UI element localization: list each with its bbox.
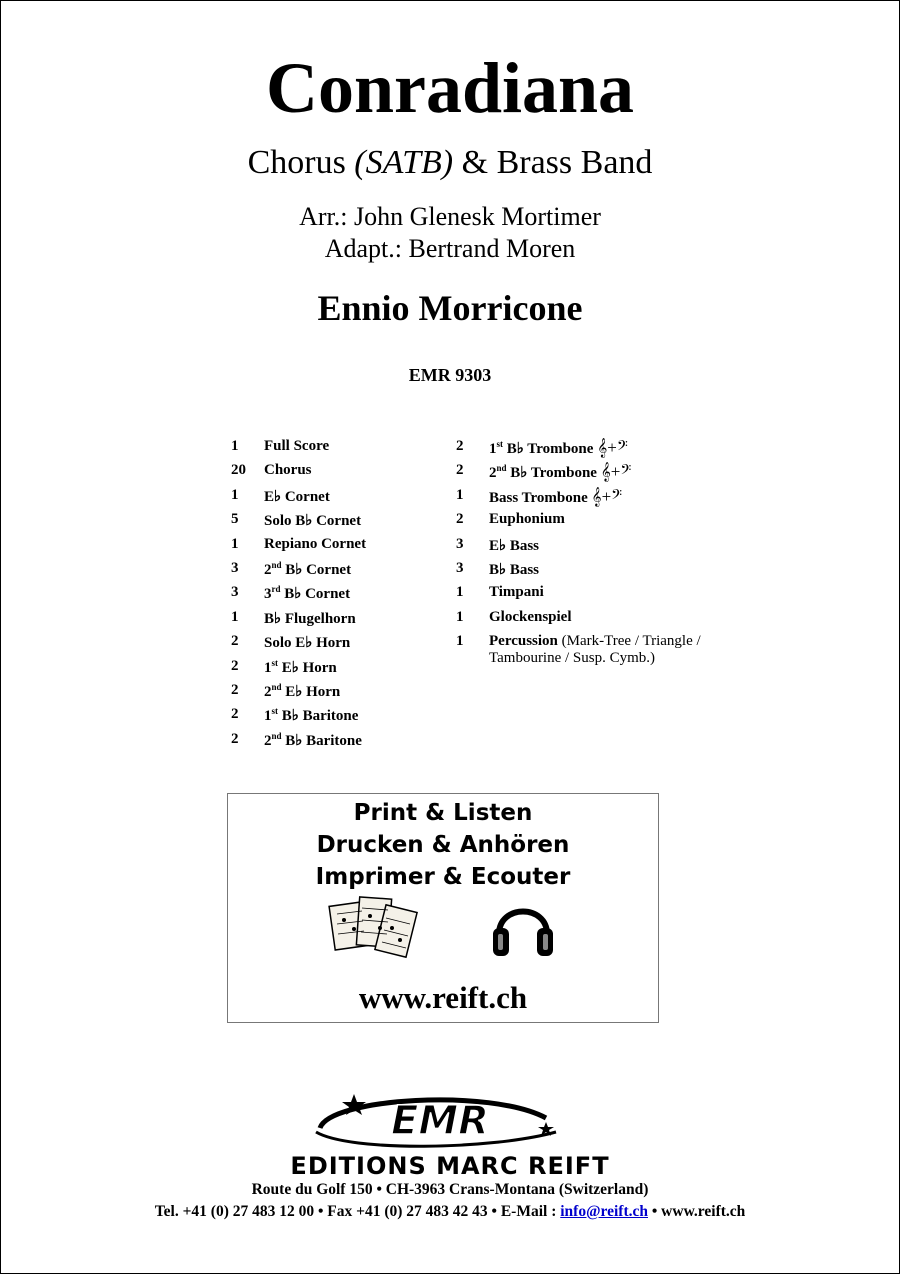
emr-logo-text: EMR: [391, 1098, 489, 1144]
part-quantity: 2: [456, 462, 464, 479]
part-label: B♭ Flugelhorn: [264, 610, 356, 627]
part-quantity: 2: [456, 511, 464, 528]
part-name: [264, 487, 330, 506]
part-label: B♭ Baritone: [285, 732, 362, 749]
part-label: E♭ Horn: [285, 683, 341, 700]
part-ordinal-suffix: st: [271, 706, 278, 717]
part-name: [489, 633, 701, 667]
part-quantity: 2: [231, 633, 239, 650]
part-name: [489, 536, 539, 555]
part-name: [489, 462, 631, 482]
part-label: B♭ Cornet: [284, 586, 351, 603]
catalog-code: EMR 9303: [408, 365, 492, 385]
part-ordinal: 1: [264, 659, 272, 676]
part-label: E♭ Bass: [489, 537, 540, 554]
part-row: [456, 462, 786, 486]
part-label: Solo B♭ Cornet: [264, 513, 362, 530]
part-quantity: 5: [231, 511, 239, 528]
part-ordinal: 2: [264, 683, 272, 700]
part-quantity: 20: [231, 462, 246, 479]
part-quantity: 2: [456, 438, 464, 454]
email-link[interactable]: info@reift.ch: [560, 1203, 648, 1220]
part-ordinal-suffix: st: [271, 657, 278, 668]
part-row: [456, 536, 786, 560]
part-row: [456, 560, 786, 584]
page-title: Conradiana: [265, 48, 635, 128]
part-name: [264, 560, 351, 579]
part-label: Euphonium: [489, 511, 565, 528]
clef-icon: 𝄞+𝄢: [591, 486, 623, 506]
part-quantity: 2: [231, 730, 239, 747]
part-quantity: 3: [231, 584, 239, 601]
part-label: Bass Trombone: [489, 489, 588, 506]
part-ordinal-suffix: st: [496, 439, 503, 449]
part-label: Repiano Cornet: [264, 535, 367, 552]
part-row: [231, 438, 451, 462]
publisher-name: EDITIONS MARC REIFT: [290, 1152, 610, 1180]
part-ordinal: 2: [489, 465, 497, 482]
part-quantity: 2: [231, 681, 239, 698]
part-label: B♭ Cornet: [285, 561, 352, 578]
publisher-address: Route du Golf 150 • CH-3963 Crans-Montana (Switzerland): [251, 1181, 649, 1198]
part-ordinal-suffix: nd: [271, 559, 282, 570]
part-quantity: 1: [231, 608, 239, 625]
part-name: [489, 438, 628, 458]
part-row: [231, 511, 451, 535]
part-name: [489, 609, 572, 626]
part-ordinal-suffix: rd: [271, 584, 281, 595]
part-row: [231, 609, 451, 633]
part-quantity: 1: [231, 486, 239, 503]
print-listen-line: Drucken & Anhören: [316, 832, 570, 858]
part-ordinal: 2: [264, 561, 272, 578]
headphones-icon: [491, 894, 555, 960]
part-name: [264, 584, 350, 603]
part-row: [456, 584, 786, 608]
part-ordinal: 2: [264, 732, 272, 749]
adapter: Adapt.: Bertrand Moren: [324, 234, 576, 263]
part-label: E♭ Cornet: [264, 488, 330, 505]
part-quantity: 1: [456, 486, 464, 503]
sheet-music-icon: [328, 894, 420, 966]
part-quantity: 1: [456, 608, 464, 625]
print-listen-line: Print & Listen: [353, 800, 533, 826]
part-row: [231, 462, 451, 486]
part-name: [264, 706, 358, 725]
part-row: [231, 706, 451, 730]
part-name: [489, 560, 539, 579]
part-name: [264, 633, 350, 652]
part-label: Percussion: [489, 633, 558, 650]
part-row: [231, 658, 451, 682]
part-name: [264, 462, 312, 479]
part-name: [264, 609, 356, 628]
part-row: [456, 511, 786, 535]
part-name: [264, 536, 366, 553]
contact-phone-fax: Tel. +41 (0) 27 483 12 00 • Fax +41 (0) 27 483 42 43 • E-Mail :: [154, 1203, 561, 1220]
subtitle-pre: Chorus: [247, 144, 355, 181]
part-ordinal-suffix: nd: [496, 463, 507, 474]
part-name: [264, 438, 329, 455]
part-quantity: 1: [456, 584, 464, 601]
part-label: Timpani: [489, 584, 544, 601]
clef-icon: 𝄞+𝄢: [597, 438, 628, 457]
part-quantity: 2: [231, 657, 239, 674]
part-ordinal-suffix: nd: [271, 681, 282, 692]
part-quantity: 2: [231, 706, 239, 723]
part-label: B♭ Trombone: [506, 441, 594, 457]
part-row: [231, 633, 451, 657]
part-label: Full Score: [264, 438, 330, 454]
part-row: [456, 609, 786, 633]
contact-website: • www.reift.ch: [648, 1203, 746, 1220]
part-name: [264, 731, 362, 750]
part-name: [489, 584, 544, 601]
part-label: Solo E♭ Horn: [264, 635, 351, 652]
part-label: B♭ Baritone: [281, 708, 359, 725]
part-quantity: 3: [456, 535, 464, 552]
part-row: [231, 584, 451, 608]
part-name: [264, 658, 337, 677]
subtitle-post: & Brass Band: [453, 144, 653, 181]
part-quantity: 3: [456, 559, 464, 576]
part-name: [264, 511, 361, 530]
part-quantity: 1: [231, 535, 239, 552]
part-row: [231, 487, 451, 511]
part-note: Tambourine / Susp. Cymb.): [489, 650, 656, 667]
part-row: [231, 682, 451, 706]
publisher-contact: [0, 1203, 900, 1221]
part-row: [231, 536, 451, 560]
part-ordinal: 3: [264, 586, 272, 603]
part-name: [489, 487, 622, 507]
part-quantity: 3: [231, 559, 239, 576]
part-row: [456, 487, 786, 511]
part-name: [489, 511, 565, 528]
part-label: B♭ Bass: [489, 561, 540, 578]
part-ordinal: 1: [489, 441, 497, 457]
parts-list-right: [456, 438, 786, 681]
parts-list-left: [231, 438, 451, 755]
composer: Ennio Morricone: [317, 288, 583, 328]
arranger: Arr.: John Glenesk Mortimer: [299, 202, 601, 231]
part-label: B♭ Trombone: [510, 465, 597, 482]
part-row: [231, 560, 451, 584]
part-quantity: 1: [231, 438, 239, 454]
part-row: [456, 633, 786, 681]
print-listen-url[interactable]: www.reift.ch: [358, 980, 528, 1015]
subtitle-voices: (SATB): [354, 144, 454, 181]
part-name: [264, 682, 340, 701]
part-label: Chorus: [264, 462, 312, 479]
print-listen-line: Imprimer & Ecouter: [315, 864, 571, 890]
part-row: [231, 731, 451, 755]
part-row: [456, 438, 786, 462]
part-quantity: 1: [456, 633, 464, 650]
emr-logo: [310, 1088, 570, 1150]
part-label: E♭ Horn: [281, 659, 337, 676]
part-label: Glockenspiel: [489, 608, 572, 625]
part-ordinal: 1: [264, 708, 272, 725]
part-note: (Mark-Tree / Triangle /: [557, 633, 701, 650]
part-ordinal-suffix: nd: [271, 730, 282, 741]
subtitle: [0, 143, 900, 183]
print-listen-box: [227, 793, 659, 1023]
clef-icon: 𝄞+𝄢: [600, 462, 632, 482]
